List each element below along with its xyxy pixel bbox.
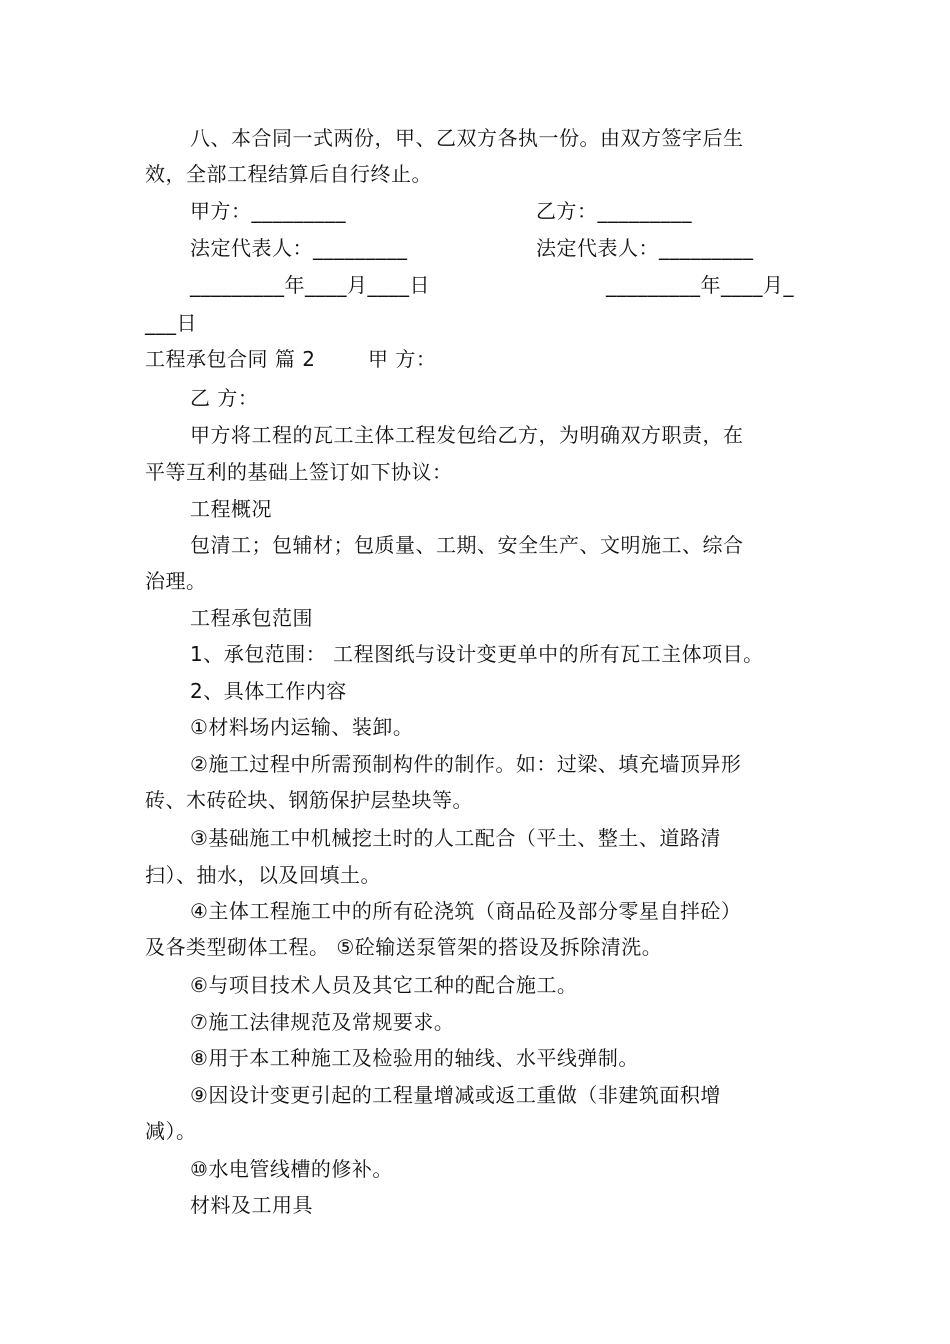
overview-line-1: 包清工；包辅材；包质量、工期、安全生产、文明施工、综合 — [190, 533, 744, 557]
clause-8-line-2: 效，全部工程结算后自行终止。 — [145, 162, 432, 186]
work-item-6: ⑥与项目技术人员及其它工种的配合施工。 — [190, 973, 578, 997]
work-item-10: ⑩水电管线槽的修补。 — [190, 1157, 393, 1181]
work-item-2-line-2: 砖、木砖砼块、钢筋保护层垫块等。 — [145, 788, 473, 812]
signature-date-a: _________年____月____日 — [190, 273, 430, 297]
signature-rep-a: 法定代表人：_________ — [190, 236, 408, 260]
work-item-4-line-2: 及各类型砌体工程。 ⑤砼输送泵管架的搭设及拆除清洗。 — [145, 935, 663, 959]
signature-party-b: 乙方：_________ — [536, 199, 692, 223]
clause-8-line-1: 八、本合同一式两份，甲、乙双方各执一份。由双方签字后生 — [190, 126, 744, 150]
work-item-4-line-1: ④主体工程施工中的所有砼浇筑（商品砼及部分零星自拌砼） — [190, 899, 742, 923]
signature-party-a: 甲方：_________ — [190, 199, 346, 223]
work-item-3-line-1: ③基础施工中机械挖土时的人工配合（平土、整土、道路清 — [190, 826, 721, 850]
work-item-9-line-1: ⑨因设计变更引起的工程量增减或返工重做（非建筑面积增 — [190, 1083, 721, 1107]
overview-line-2: 治理。 — [145, 569, 207, 593]
scope-title: 工程承包范围 — [190, 606, 313, 630]
signature-rep-b: 法定代表人：_________ — [536, 236, 754, 260]
work-item-1: ①材料场内运输、装卸。 — [190, 715, 414, 739]
party-b-label: 乙 方： — [190, 386, 259, 410]
signature-date-b: _________年____月_ — [606, 273, 794, 297]
work-item-2-line-1: ②施工过程中所需预制构件的制作。如：过梁、填充墙顶异形 — [190, 752, 742, 776]
intro-line-1: 甲方将工程的瓦工主体工程发包给乙方，为明确双方职责，在 — [190, 423, 744, 447]
section-heading: 工程承包合同 篇 2 — [145, 347, 316, 371]
scope-item-1: 1、承包范围： 工程图纸与设计变更单中的所有瓦工主体项目。 — [190, 642, 764, 666]
work-item-8: ⑧用于本工种施工及检验用的轴线、水平线弹制。 — [190, 1046, 639, 1070]
signature-date-b-continued: ___日 — [145, 311, 197, 335]
overview-title: 工程概况 — [190, 497, 272, 521]
party-a-label: 甲 方： — [368, 347, 437, 371]
intro-line-2: 平等互利的基础上签订如下协议： — [145, 460, 453, 484]
scope-item-2: 2、具体工作内容 — [190, 679, 347, 703]
work-item-9-line-2: 减）。 — [145, 1119, 197, 1143]
materials-title: 材料及工用具 — [190, 1193, 313, 1217]
work-item-3-line-2: 扫）、抽水，以及回填土。 — [145, 863, 381, 887]
work-item-7: ⑦施工法律规范及常规要求。 — [190, 1010, 455, 1034]
